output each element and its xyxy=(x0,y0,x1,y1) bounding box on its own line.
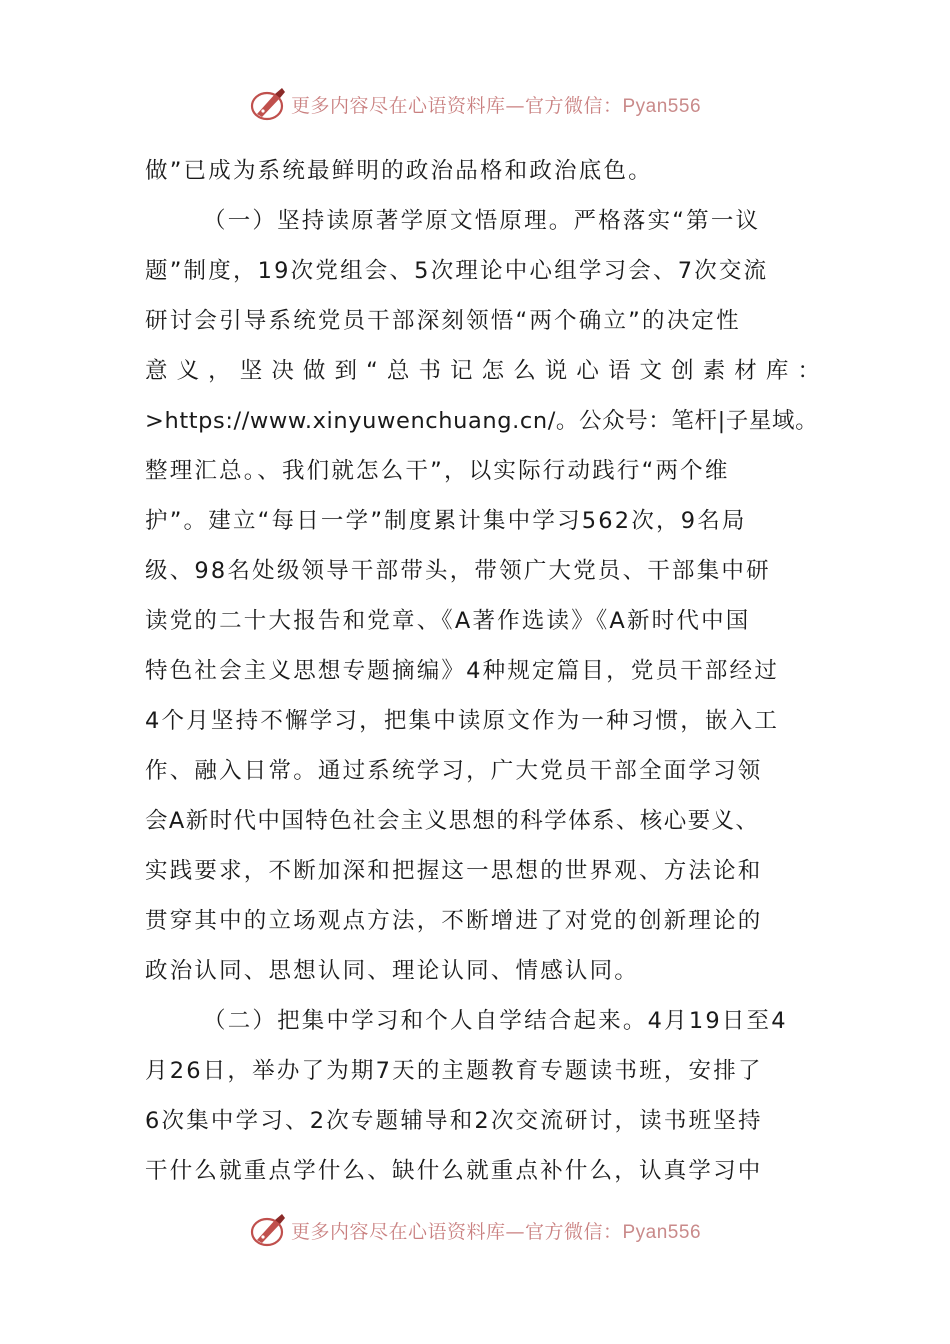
header-watermark xyxy=(0,84,950,124)
text-line: 6次集中学习、2次专题辅导和2次交流研讨，读书班坚持 xyxy=(145,1108,763,1134)
document-body xyxy=(145,146,820,1196)
text-line: 读党的二十大报告和党章、《A著作选读》《A新时代中国 xyxy=(145,608,751,634)
text-line: >https://www.xinyuwenchuang.cn/。公众号：笔杆|子星域。 xyxy=(145,408,819,434)
text-line: 护”。建立“每日一学”制度累计集中学习562次，9名局 xyxy=(145,508,747,534)
text-line: 月26日，举办了为期7天的主题教育专题读书班，安排了 xyxy=(145,1058,763,1084)
text-line: 研讨会引导系统党员干部深刻领悟“两个确立”的决定性 xyxy=(145,308,741,334)
watermark-wechat-label: 官方微信： xyxy=(524,1220,623,1243)
text-line: （二）把集中学习和个人自学结合起来。4月19日至4 xyxy=(203,1008,788,1034)
watermark-site: 更多内容尽在心语资料库 xyxy=(290,1220,506,1243)
text-line: 整理汇总。、我们就怎么干”，以实际行动践行“两个维 xyxy=(145,458,730,484)
pen-nib-logo-icon xyxy=(249,84,289,124)
watermark-text xyxy=(291,1217,701,1244)
text-line: 4个月坚持不懈学习，把集中读原文作为一种习惯，嵌入工 xyxy=(145,708,780,734)
text-line: 意义，坚决做到“总书记怎么说心语文创素材库： xyxy=(145,358,820,384)
watermark-text xyxy=(291,91,701,118)
text-line: 政治认同、思想认同、理论认同、情感认同。 xyxy=(145,958,640,984)
pen-nib-logo-icon xyxy=(249,1210,289,1250)
text-line: 题”制度，19次党组会、5次理论中心组学习会、7次交流 xyxy=(145,258,769,284)
watermark-separator: — xyxy=(505,1220,525,1243)
text-line: 会A新时代中国特色社会主义思想的科学体系、核心要义、 xyxy=(145,808,760,834)
text-line: 特色社会主义思想专题摘编》4种规定篇目，党员干部经过 xyxy=(145,658,780,684)
watermark-separator: — xyxy=(505,94,525,117)
watermark-wechat-id: Pyan556 xyxy=(622,1221,702,1243)
text-line: 做”已成为系统最鲜明的政治品格和政治底色。 xyxy=(145,158,653,184)
text-line: 贯穿其中的立场观点方法，不断增进了对党的创新理论的 xyxy=(145,908,763,934)
footer-watermark xyxy=(0,1210,950,1250)
text-line: 级、98名处级领导干部带头，带领广大党员、干部集中研 xyxy=(145,558,771,584)
text-line: 干什么就重点学什么、缺什么就重点补什么，认真学习中 xyxy=(145,1158,763,1184)
text-line: （一）坚持读原著学原文悟原理。严格落实“第一议 xyxy=(203,208,761,234)
watermark-wechat-label: 官方微信： xyxy=(524,94,623,117)
text-line: 实践要求，不断加深和把握这一思想的世界观、方法论和 xyxy=(145,858,763,884)
watermark-site: 更多内容尽在心语资料库 xyxy=(290,94,506,117)
watermark-wechat-id: Pyan556 xyxy=(622,95,702,117)
text-line: 作、融入日常。通过系统学习，广大党员干部全面学习领 xyxy=(145,758,763,784)
